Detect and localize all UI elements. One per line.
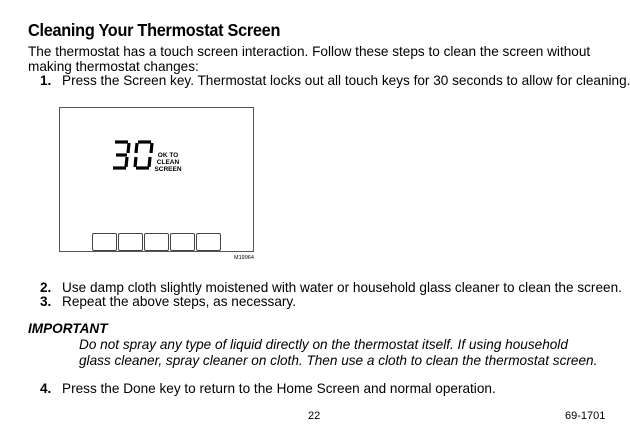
- figure-code: M19964: [234, 255, 254, 261]
- step-text: Repeat the above steps, as necessary.: [62, 294, 297, 309]
- page-number: 22: [308, 410, 321, 422]
- status-line: SCREEN: [154, 166, 182, 173]
- status-line: OK TO: [157, 152, 179, 159]
- lcd-countdown-digits: [110, 139, 156, 171]
- important-label: IMPORTANT: [28, 321, 108, 336]
- thermostat-screen-figure: [59, 107, 254, 252]
- status-line: CLEAN: [156, 159, 180, 166]
- step-3: [40, 294, 296, 309]
- page-title: Cleaning Your Thermostat Screen: [28, 20, 281, 40]
- important-note: Do not spray any type of liquid directly on the thermostat itself. If using household glass cleaner, spray cleaner on cloth. Then use a cloth to clean the thermostat screen.: [79, 337, 598, 368]
- touch-key-row: [92, 233, 221, 251]
- touch-key-3[interactable]: [144, 233, 169, 251]
- step-2: [40, 280, 622, 295]
- step-4: [40, 381, 496, 396]
- touch-key-4[interactable]: [170, 233, 195, 251]
- step-number: 3.: [40, 294, 52, 309]
- intro-paragraph: The thermostat has a touch screen interaction. Follow these steps to clean the screen without making thermostat changes:: [28, 44, 591, 74]
- step-text: Use damp cloth slightly moistened with water or household glass cleaner to clean the screen.: [62, 280, 622, 295]
- step-text: Press the Screen key. Thermostat locks out all touch keys for 30 seconds to allow for cleaning.: [62, 73, 630, 88]
- touch-key-2[interactable]: [118, 233, 143, 251]
- ok-to-clean-label: [151, 152, 185, 173]
- touch-key-5[interactable]: [196, 233, 221, 251]
- step-number: 2.: [40, 280, 52, 295]
- document-number: 69-1701: [565, 410, 606, 422]
- touch-key-1[interactable]: [92, 233, 117, 251]
- step-text: Press the Done key to return to the Home Screen and normal operation.: [62, 381, 496, 396]
- step-number: 4.: [40, 381, 52, 396]
- step-1: [40, 73, 630, 88]
- step-number: 1.: [40, 73, 52, 88]
